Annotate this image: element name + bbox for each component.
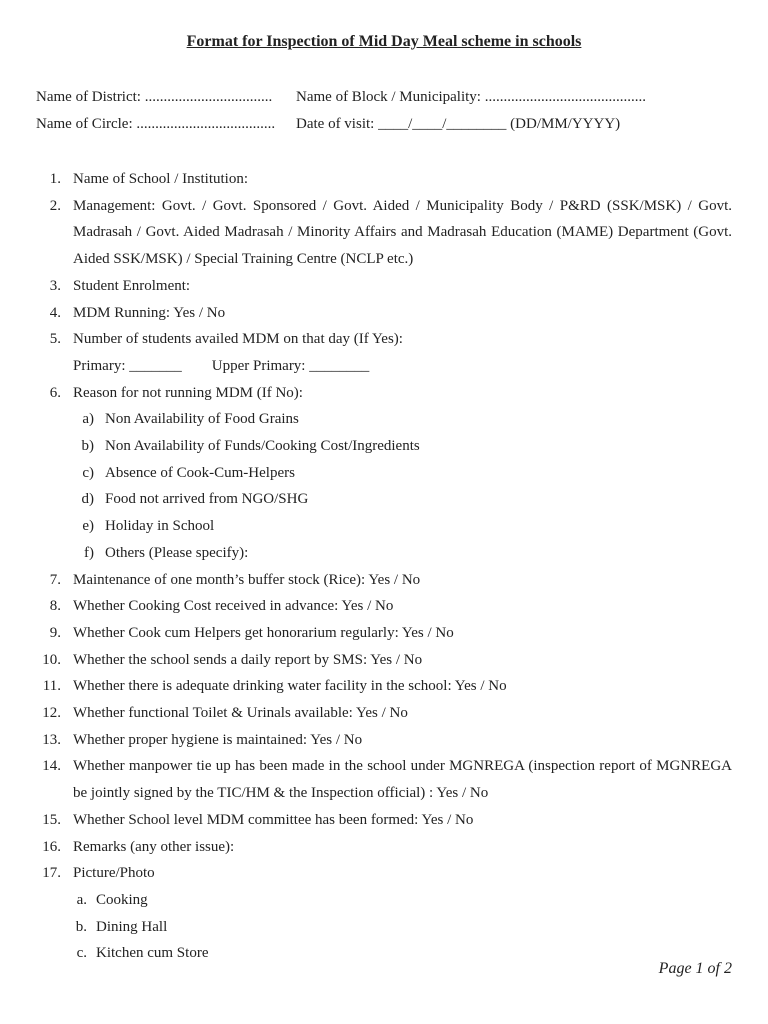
- item-text: Maintenance of one month’s buffer stock (Rice): Yes / No: [73, 571, 421, 588]
- item-text: Remarks (any other issue):: [73, 838, 235, 855]
- photo-item: [36, 887, 732, 914]
- item-number: 1.: [49, 171, 61, 187]
- reason-text: Others (Please specify):: [105, 544, 249, 561]
- block-municipality-field: Name of Block / Municipality: ...........................................: [296, 89, 646, 105]
- item-text: Whether manpower tie up has been made in the school under MGNREGA (inspection report of MGNREGA be jointly signed by the TIC/HM & the Inspection official) : Yes / No: [73, 758, 732, 802]
- item-number: 15.: [42, 811, 61, 828]
- list-item: [36, 807, 732, 834]
- list-item: [36, 273, 732, 300]
- list-item: [36, 380, 732, 407]
- reason-letter: b): [81, 438, 94, 455]
- district-field: Name of District: ..................................: [36, 89, 273, 105]
- reason-item: [36, 486, 732, 513]
- reason-item: [36, 406, 732, 433]
- photo-text: Kitchen cum Store: [96, 945, 209, 962]
- photo-letter: a.: [76, 891, 87, 908]
- item-text: MDM Running: Yes / No: [73, 304, 226, 321]
- reason-letter: c): [82, 464, 94, 481]
- reason-letter: f): [84, 544, 94, 561]
- item-number: 11.: [42, 678, 61, 695]
- list-item: [36, 753, 732, 806]
- photo-letter: b.: [75, 918, 87, 935]
- list-item: [36, 620, 732, 647]
- list-item: [36, 593, 732, 620]
- item-number: 2.: [49, 197, 61, 214]
- reason-item: [36, 460, 732, 487]
- date-of-visit-field: Date of visit: ____/____/________ (DD/MM/YYYY): [296, 116, 621, 132]
- item-text: Whether proper hygiene is maintained: Yes / No: [73, 731, 363, 748]
- photo-item: [36, 940, 732, 967]
- reason-item: [36, 433, 732, 460]
- photo-text: Cooking: [96, 891, 148, 908]
- item-number: 7.: [49, 571, 61, 588]
- list-item: [36, 700, 732, 727]
- item-number: 14.: [42, 758, 61, 775]
- item-text: Number of students availed MDM on that day (If Yes):: [73, 331, 403, 348]
- item-text: Student Enrolment:: [73, 277, 191, 294]
- item-number: 13.: [42, 731, 61, 748]
- circle-field: Name of Circle: .....................................: [36, 116, 276, 132]
- list-item: [36, 673, 732, 700]
- item-text: Whether the school sends a daily report by SMS: Yes / No: [73, 651, 423, 668]
- primary-count-field: Primary: _______: [73, 357, 182, 374]
- item-number: 6.: [49, 384, 61, 401]
- photo-item: [36, 914, 732, 941]
- list-item: [36, 860, 732, 887]
- reason-letter: d): [81, 491, 94, 508]
- item-text: Picture/Photo: [73, 865, 155, 882]
- list-item: [36, 834, 732, 861]
- item-text: Whether School level MDM committee has been formed: Yes / No: [73, 811, 474, 828]
- photo-letter: c.: [76, 945, 87, 962]
- list-item: [36, 166, 732, 193]
- list-item: [36, 567, 732, 594]
- item-number: 8.: [49, 598, 61, 615]
- item-text: Whether there is adequate drinking water facility in the school: Yes / No: [73, 678, 507, 695]
- item-text: Name of School / Institution:: [73, 171, 248, 187]
- reason-text: Non Availability of Food Grains: [105, 411, 299, 428]
- document-title: Format for Inspection of Mid Day Meal scheme in schools: [186, 33, 582, 50]
- reason-text: Food not arrived from NGO/SHG: [105, 491, 309, 508]
- list-item: [36, 326, 732, 379]
- item-text: Reason for not running MDM (If No):: [73, 384, 303, 401]
- item-number: 3.: [49, 277, 61, 294]
- upper-primary-count-field: Upper Primary: ________: [211, 357, 370, 374]
- page-number: Page 1 of 2: [658, 960, 732, 977]
- item-number: 17.: [42, 865, 61, 882]
- reason-text: Absence of Cook-Cum-Helpers: [105, 464, 295, 481]
- item-number: 12.: [42, 705, 61, 722]
- item-text: Whether Cook cum Helpers get honorarium regularly: Yes / No: [73, 624, 454, 641]
- reason-item: [36, 540, 732, 567]
- item-text: Whether Cooking Cost received in advance: Yes / No: [73, 598, 394, 615]
- reason-text: Non Availability of Funds/Cooking Cost/Ingredients: [105, 438, 420, 455]
- list-item: [36, 300, 732, 327]
- photo-text: Dining Hall: [96, 918, 168, 935]
- item-number: 9.: [49, 624, 61, 641]
- reason-item: [36, 513, 732, 540]
- item-number: 5.: [49, 331, 61, 348]
- item-text: Management: Govt. / Govt. Sponsored / Govt. Aided / Municipality Body / P&RD (SSK/MSK) / Govt. Madrasah / Govt. Aided Madrasah / Minority Affairs and Madrasah Education (MAME) Department (Govt. Aided SSK/MSK) / Special Training Centre (NCLP etc.): [73, 197, 732, 268]
- reason-letter: a): [82, 411, 94, 428]
- student-count-line: [73, 353, 732, 380]
- item-text: Whether functional Toilet & Urinals available: Yes / No: [73, 705, 408, 722]
- item-number: 10.: [42, 651, 61, 668]
- item-number: 4.: [49, 304, 61, 321]
- item-number: 16.: [42, 838, 61, 855]
- list-item: [36, 647, 732, 674]
- reason-text: Holiday in School: [105, 518, 215, 535]
- list-item: [36, 727, 732, 754]
- list-item: [36, 193, 732, 273]
- inspection-items-list: [36, 166, 732, 967]
- reason-letter: e): [82, 518, 94, 535]
